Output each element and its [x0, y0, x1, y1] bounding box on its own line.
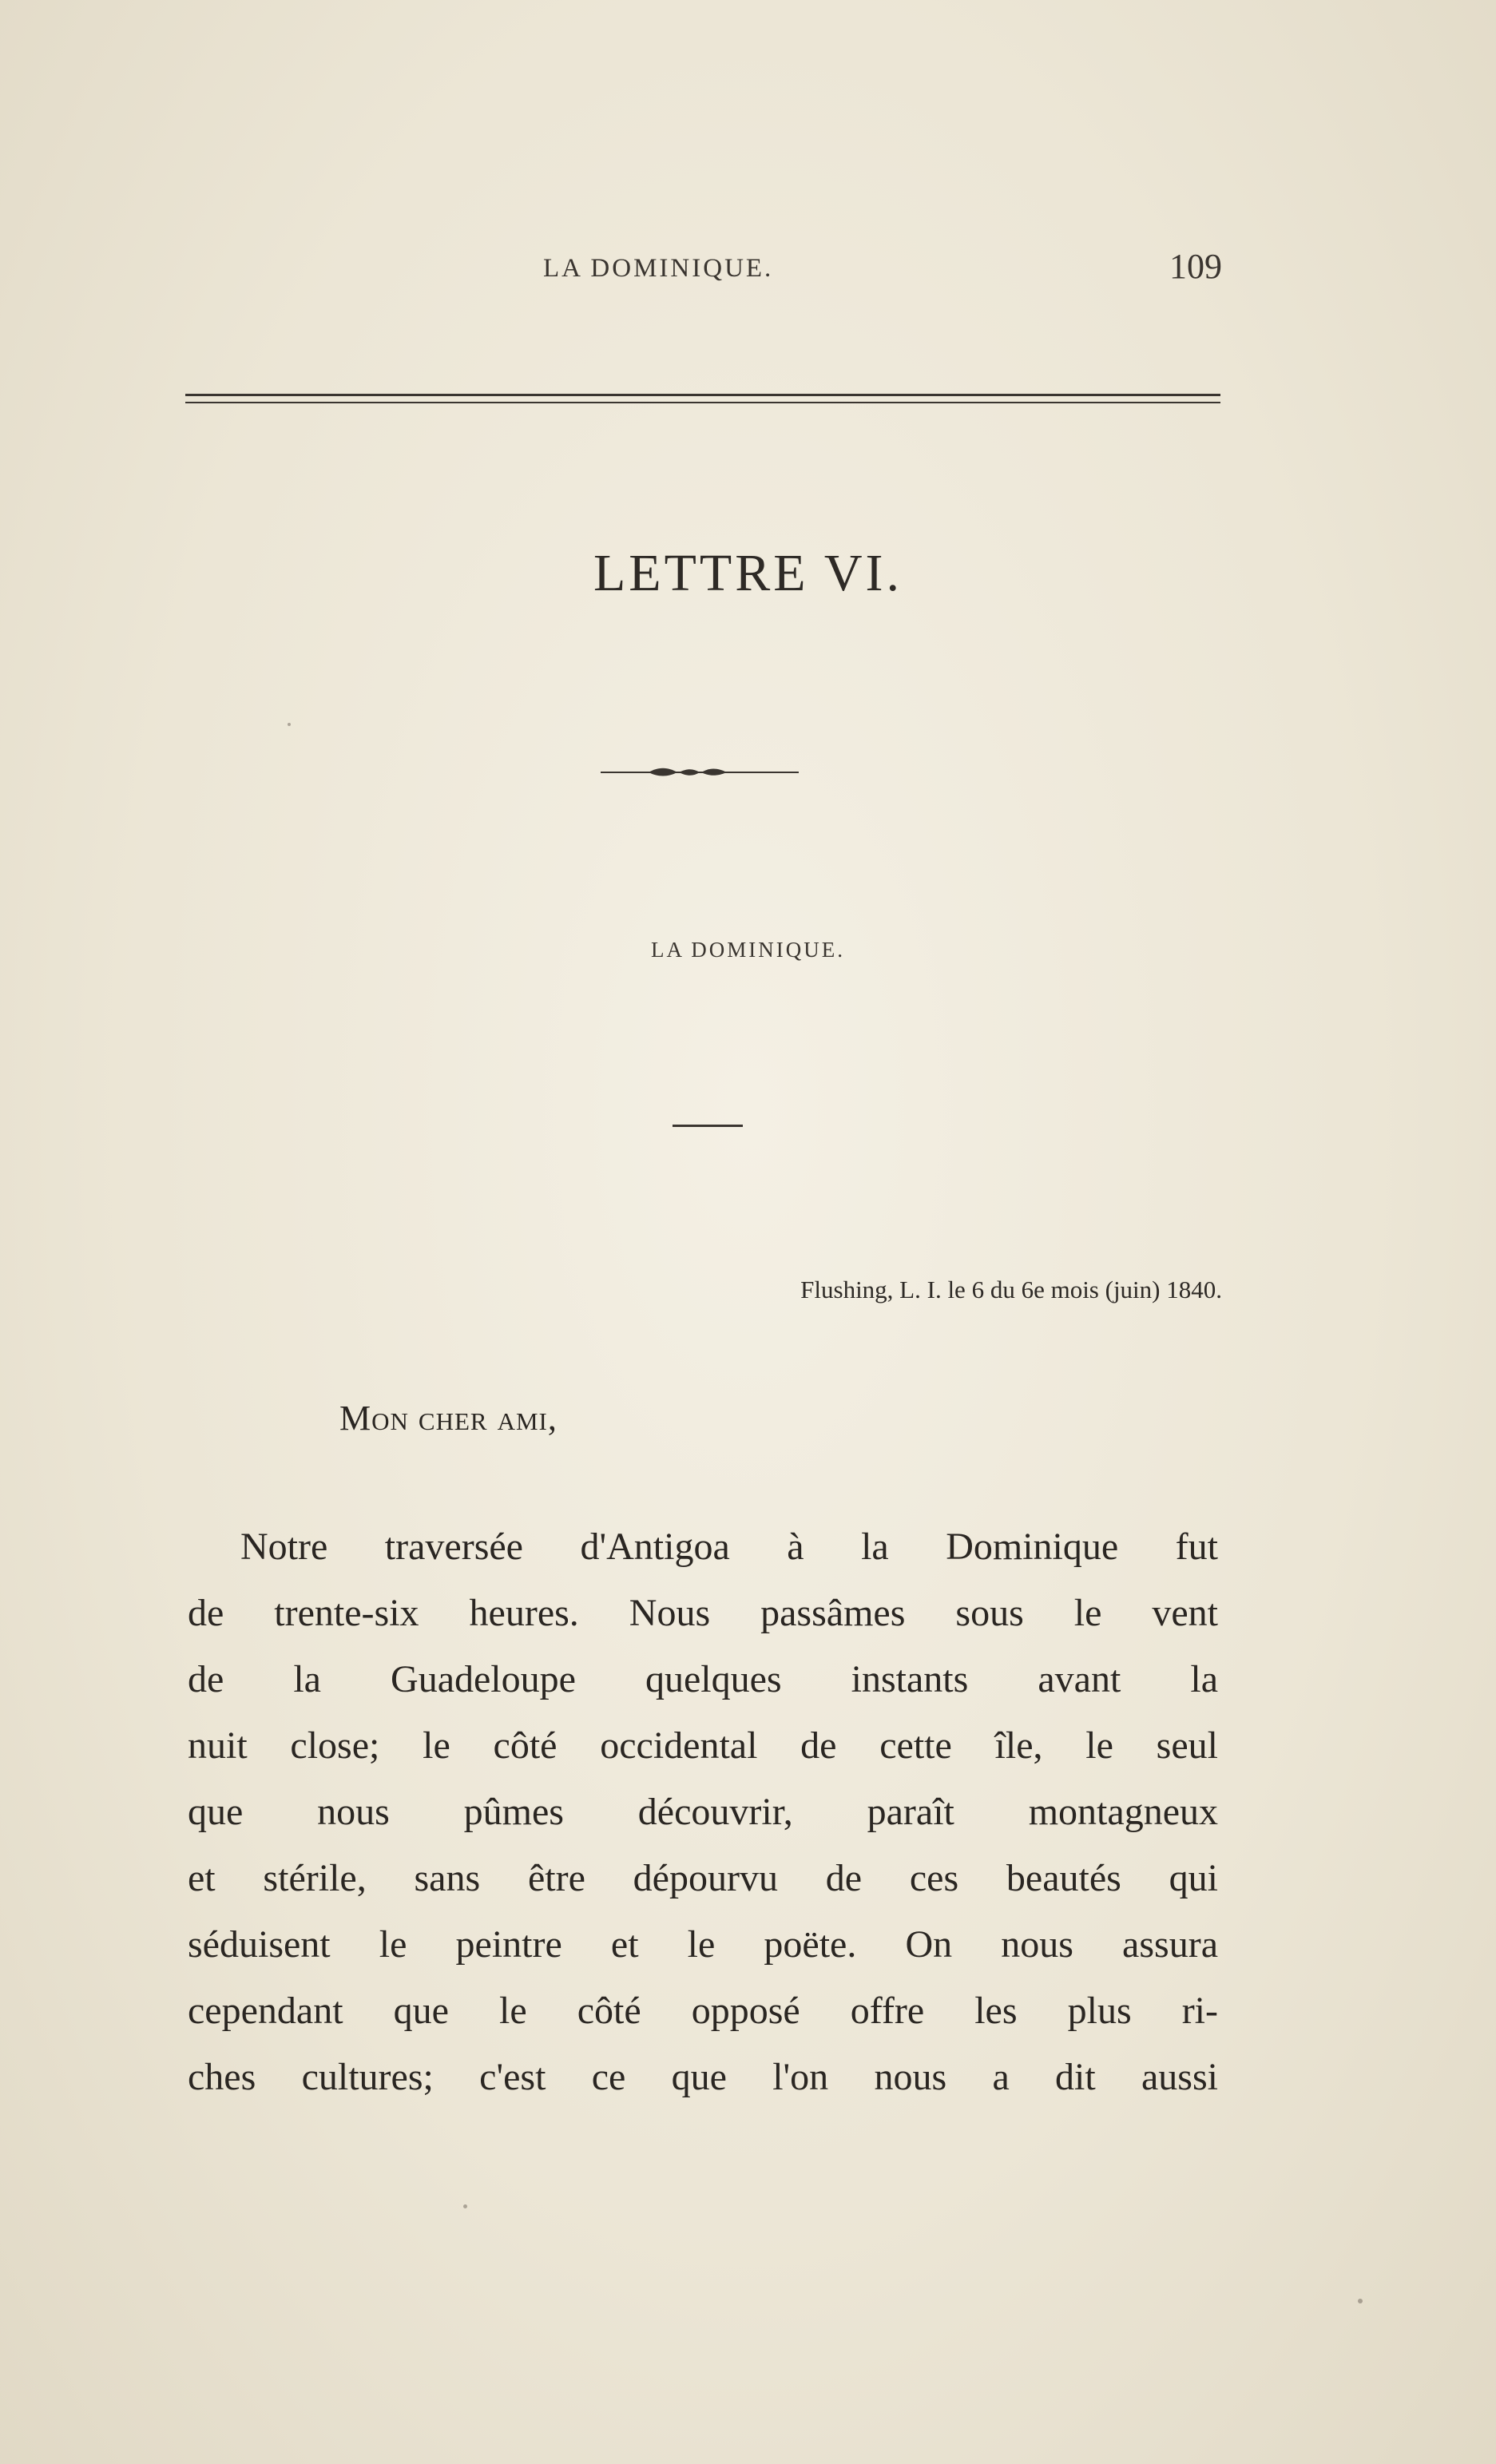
body-line: nuit close; le côté occidental de cette île, le seul: [188, 1724, 1218, 1767]
paper-speck: [463, 2204, 467, 2208]
salutation: Mon cher ami,: [339, 1399, 558, 1438]
body-line: de la Guadeloupe quelques instants avant la: [188, 1658, 1218, 1700]
running-title: LA DOMINIQUE.: [543, 254, 774, 283]
letter-subtitle: LA DOMINIQUE.: [651, 938, 845, 962]
short-rule: [673, 1125, 743, 1127]
paper-speck: [288, 723, 291, 726]
body-line: ches cultures; c'est ce que l'on nous a dit aussi: [188, 2056, 1218, 2098]
letter-heading: LETTRE VI.: [593, 544, 903, 602]
body-line: cependant que le côté opposé offre les plus ri-: [188, 1990, 1218, 2032]
body-line: que nous pûmes découvrir, paraît montagneux: [188, 1791, 1218, 1833]
body-line: séduisent le peintre et le poëte. On nous assura: [188, 1923, 1218, 1966]
page-number: 109: [1169, 247, 1222, 286]
ornament-divider-icon: [601, 765, 799, 778]
paper-speck: [1358, 2299, 1363, 2303]
body-line: de trente-six heures. Nous passâmes sous le vent: [188, 1592, 1218, 1634]
header-double-rule: [185, 394, 1220, 405]
body-line: et stérile, sans être dépourvu de ces beautés qui: [188, 1857, 1218, 1899]
running-head: [184, 246, 1222, 294]
body-paragraph: [188, 1514, 1218, 2110]
body-line: Notre traversée d'Antigoa à la Dominique fut: [240, 1526, 1218, 1568]
dateline: Flushing, L. I. le 6 du 6e mois (juin) 1840.: [800, 1276, 1222, 1303]
